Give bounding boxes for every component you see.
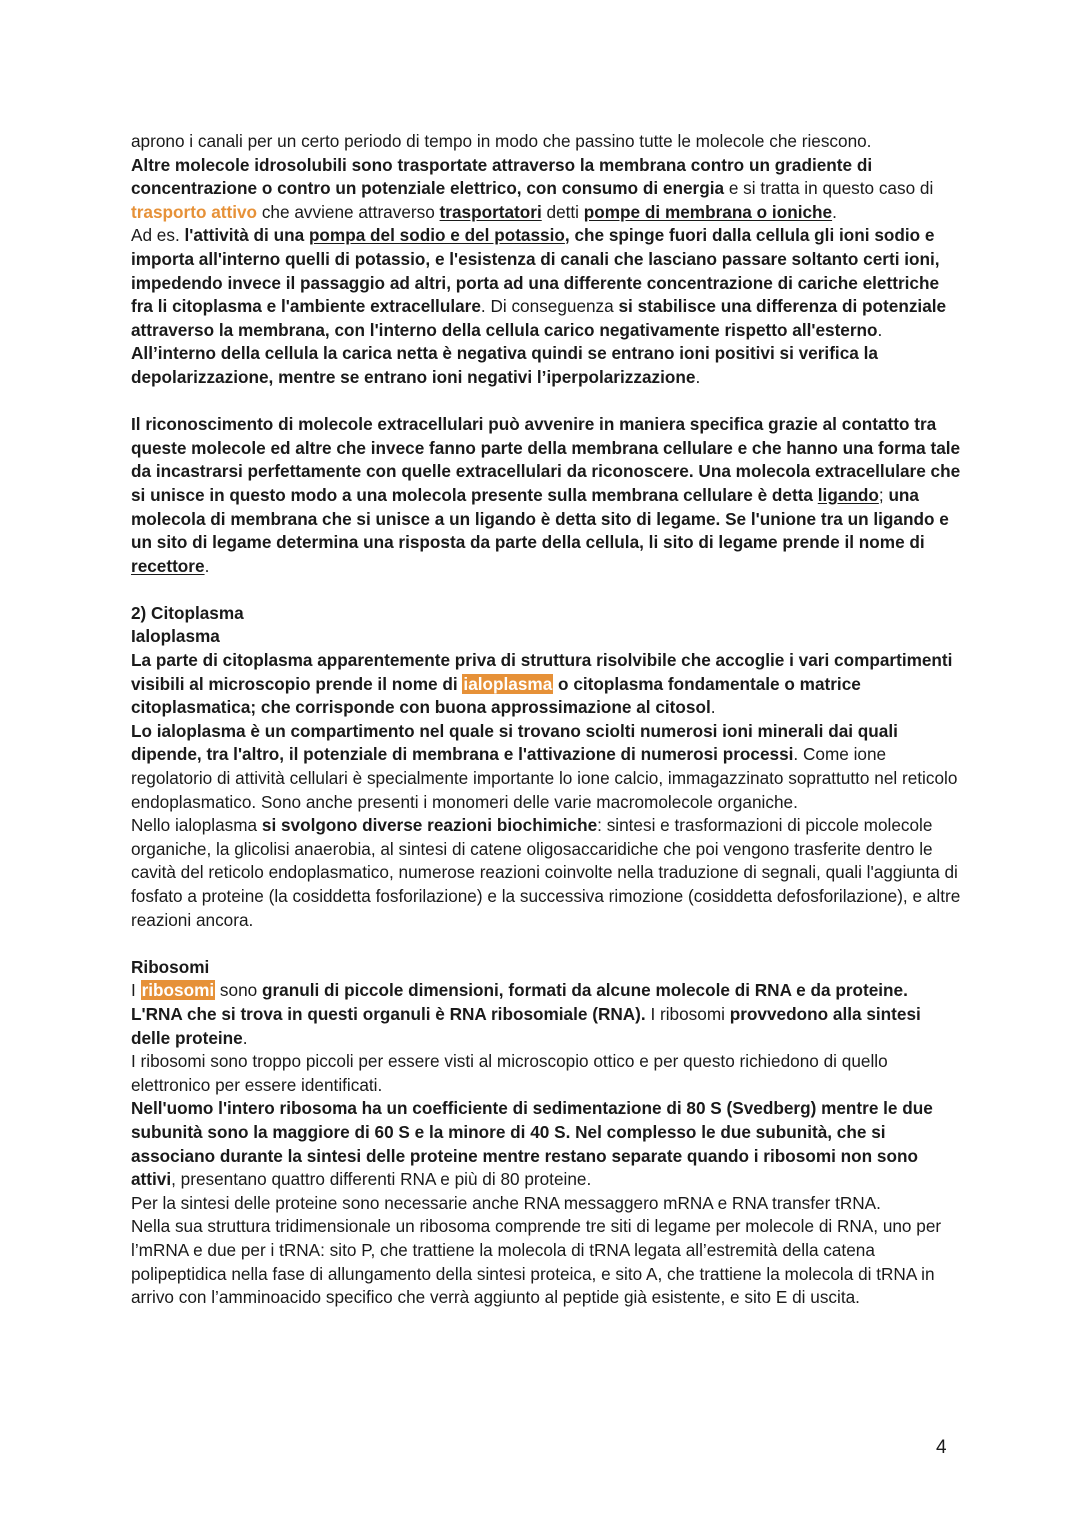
subheading-ialoplasma: Ialoplasma (131, 626, 220, 647)
spacer (131, 932, 961, 956)
paragraph-ribosomi-sedimentation: Nell'uomo l'intero ribosoma ha un coefficiente di sedimentazione di 80 S (Svedberg) mentre le due subunità sono la maggiore di 60 S e la minore di 40 S. Nel complesso le due subunità, che si associano durante la sintesi delle proteine mentre restano separate quando i ribosomi non sono attivi, presentano quattro differenti RNA e più di 80 proteine. (131, 1098, 933, 1190)
section-heading-ribosomi: Ribosomi (131, 956, 210, 977)
spacer (131, 390, 961, 414)
paragraph-channels: aprono i canali per un certo periodo di tempo in modo che passino tutte le molecole che riescono. (131, 131, 872, 151)
spacer (131, 578, 961, 602)
paragraph-ialoplasma-definition: La parte di citoplasma apparentemente priva di struttura risolvibile che accoglie i vari compartimenti visibili al microscopio prende il nome di ialoplasma o citoplasma fondamentale o matrice citoplasmatica; che corrisponde con buona approssimazione al citosol. (131, 650, 953, 718)
paragraph-ribosomi-definition: I ribosomi sono granuli di piccole dimensioni, formati da alcune molecole di RNA e da proteine. L'RNA che si trova in questi organuli è RNA ribosomiale (RNA). I ribosomi provvedono alla sintesi delle proteine. (131, 980, 921, 1048)
term-recettore: recettore (131, 555, 205, 576)
paragraph-net-charge: All’interno della cellula la carica netta è negativa quindi se entrano ioni positivi si verifica la depolarizzazione, mentre se entrano ioni negativi l’iperpolarizzazione. (131, 343, 878, 387)
document-page (131, 130, 961, 1310)
term-trasportatori: trasportatori (439, 201, 542, 222)
page-number: 4 (936, 1437, 947, 1458)
paragraph-ribosomi-size: I ribosomi sono troppo piccoli per essere visti al microscopio ottico e per questo richiedono di quello elettronico per essere identificati. (131, 1051, 888, 1095)
term-ligando: ligando (817, 484, 879, 505)
section-heading-citoplasma: 2) Citoplasma (131, 602, 244, 623)
highlight-ialoplasma: ialoplasma (463, 673, 553, 694)
paragraph-ialoplasma-reactions: Nello ialoplasma si svolgono diverse reazioni biochimiche: sintesi e trasformazioni di piccole molecole organiche, la glicolisi anaerobia, al sintesi di catene oligosaccaridiche che poi vengono trasferite dentro le cavità del reticolo endoplasmatico, numerose reazioni coinvolte nella traduzione di segnali, quali l'aggiunta di fosfato a proteine (la cosiddetta fosforilazione) e la successiva rimozione (cosiddetta defosforilazione), e altre reazioni ancora. (131, 815, 961, 930)
paragraph-sodium-potassium-pump: Ad es. l'attività di una pompa del sodio e del potassio, che spinge fuori dalla cellula gli ioni sodio e importa all'interno quelli di potassio, e l'esistenza di canali che lasciano passare soltanto certi ioni, impedendo invece il passaggio ad altri, porta ad una differente concentrazione di cariche elettriche fra li citoplasma e l'ambiente extracellulare. Di conseguenza si stabilisce una differenza di potenziale attraverso la membrana, con l'interno della cellula carico negativamente rispetto all'esterno. (131, 225, 947, 340)
term-pompe-di-membrana: pompe di membrana o ioniche (583, 201, 833, 222)
paragraph-ribosomi-sites: Nella sua struttura tridimensionale un ribosoma comprende tre siti di legame per molecole di RNA, uno per l’mRNA e due per i tRNA: sito P, che trattiene la molecola di tRNA legata all’estremità della catena polipeptidica nella fase di allungamento della sintesi proteica, e sito A, che trattiene la molecola di tRNA in arrivo con l’amminoacido specifico che verrà aggiunto al peptide già esistente, e sito E di uscita. (131, 1216, 942, 1308)
highlight-ribosomi: ribosomi (141, 980, 215, 1001)
paragraph-recognition: Il riconoscimento di molecole extracellulari può avvenire in maniera specifica grazie al contatto tra queste molecole ed altre che invece fanno parte della membrana cellulare e che hanno una forma tale da incastrarsi perfettamente con quelle extracellulari da riconoscere. Una molecola extracellulare che si unisce in questo modo a una molecola presente sulla membrana cellulare è detta ligando; una molecola di membrana che si unisce a un ligando è detta sito di legame. Se l'unione tra un ligando e un sito di legame determina una risposta da parte della cellula, li sito di legame prende il nome di recettore. (131, 414, 961, 576)
paragraph-ribosomi-rna: Per la sintesi delle proteine sono necessarie anche RNA messaggero mRNA e RNA transfer tRNA. (131, 1192, 881, 1213)
paragraph-active-transport: Altre molecole idrosolubili sono trasportate attraverso la membrana contro un gradiente di concentrazione o contro un potenziale elettrico, con consumo di energia e si tratta in questo caso di trasporto attivo che avviene attraverso trasportatori detti pompe di membrana o ioniche. (131, 154, 934, 222)
term-trasporto-attivo: trasporto attivo (131, 201, 258, 222)
term-pompa-sodio-potassio: pompa del sodio e del potassio (308, 225, 565, 246)
paragraph-ialoplasma-ions: Lo ialoplasma è un compartimento nel quale si trovano sciolti numerosi ioni minerali dai quali dipende, tra l'altro, il potenziale di membrana e l'attivazione di numerosi processi. Come ione regolatorio di attività cellulari è specialmente importante lo ione calcio, immagazzinato soprattutto nel reticolo endoplasmatico. Sono anche presenti i monomeri delle varie macromolecole organiche. (131, 720, 958, 812)
